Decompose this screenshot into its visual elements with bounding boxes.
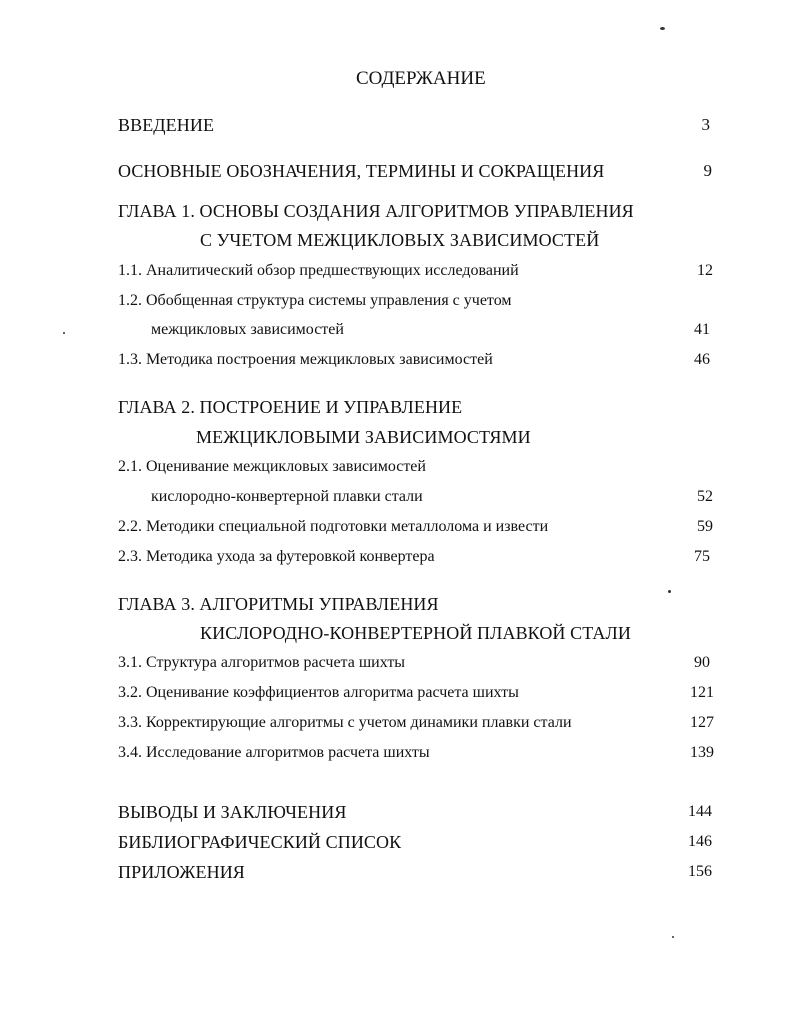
chapter-title-cont: МЕЖЦИКЛОВЫМИ ЗАВИСИМОСТЯМИ	[196, 427, 531, 447]
toc-section-label-cont: кислородно-конвертерной плавки стали	[151, 488, 423, 505]
toc-section-label: 1.3. Методика построения межцикловых зависимостей	[118, 351, 493, 368]
toc-section-page: 139	[690, 744, 714, 761]
chapter-title: ГЛАВА 2. ПОСТРОЕНИЕ И УПРАВЛЕНИЕ	[118, 397, 463, 417]
scan-speck	[668, 590, 671, 593]
toc-section-label: 3.4. Исследование алгоритмов расчета шихты	[118, 744, 430, 761]
toc-section-page: 75	[694, 548, 710, 565]
scan-speck	[63, 332, 65, 334]
toc-front-page: 3	[701, 115, 710, 134]
toc-section-page: 52	[697, 488, 713, 505]
toc-back-page: 144	[688, 803, 712, 820]
toc-section-page: 90	[694, 654, 710, 671]
toc-front-label: ОСНОВНЫЕ ОБОЗНАЧЕНИЯ, ТЕРМИНЫ И СОКРАЩЕНИЯ	[118, 161, 605, 181]
toc-back-page: 156	[688, 863, 712, 880]
toc-section-label: 3.1. Структура алгоритмов расчета шихты	[118, 654, 406, 671]
page-title: СОДЕРЖАНИЕ	[356, 68, 486, 89]
chapter-title: ГЛАВА 1. ОСНОВЫ СОЗДАНИЯ АЛГОРИТМОВ УПРАВЛЕНИЯ	[118, 201, 634, 221]
toc-front-page: 9	[703, 161, 712, 180]
toc-back-label: БИБЛИОГРАФИЧЕСКИЙ СПИСОК	[118, 832, 402, 852]
toc-section-page: 127	[690, 714, 714, 731]
toc-section-label: 2.3. Методика ухода за футеровкой конвертера	[118, 548, 435, 565]
toc-front-label: ВВЕДЕНИЕ	[118, 115, 215, 135]
chapter-title-cont: КИСЛОРОДНО-КОНВЕРТЕРНОЙ ПЛАВКОЙ СТАЛИ	[200, 623, 631, 643]
toc-section-label: 1.1. Аналитический обзор предшествующих исследований	[118, 262, 519, 279]
toc-section-label-cont: межцикловых зависимостей	[151, 321, 344, 338]
scan-speck	[660, 27, 665, 30]
toc-section-page: 59	[697, 518, 713, 535]
toc-section-label: 2.2. Методики специальной подготовки металлолома и извести	[118, 518, 549, 535]
chapter-title-cont: С УЧЕТОМ МЕЖЦИКЛОВЫХ ЗАВИСИМОСТЕЙ	[200, 230, 600, 250]
toc-section-page: 12	[697, 262, 713, 279]
toc-section-page: 121	[690, 684, 714, 701]
toc-section-page: 41	[694, 321, 710, 338]
scan-speck	[672, 936, 674, 938]
toc-back-label: ПРИЛОЖЕНИЯ	[118, 862, 245, 882]
chapter-title: ГЛАВА 3. АЛГОРИТМЫ УПРАВЛЕНИЯ	[118, 594, 439, 614]
toc-section-label: 2.1. Оценивание межцикловых зависимостей	[118, 458, 426, 475]
toc-section-label: 3.3. Корректирующие алгоритмы с учетом динамики плавки стали	[118, 714, 572, 731]
toc-section-label: 1.2. Обобщенная структура системы управления с учетом	[118, 292, 512, 309]
toc-back-label: ВЫВОДЫ И ЗАКЛЮЧЕНИЯ	[118, 802, 347, 822]
toc-section-label: 3.2. Оценивание коэффициентов алгоритма расчета шихты	[118, 684, 519, 701]
toc-section-page: 46	[694, 351, 710, 368]
toc-back-page: 146	[688, 833, 712, 850]
